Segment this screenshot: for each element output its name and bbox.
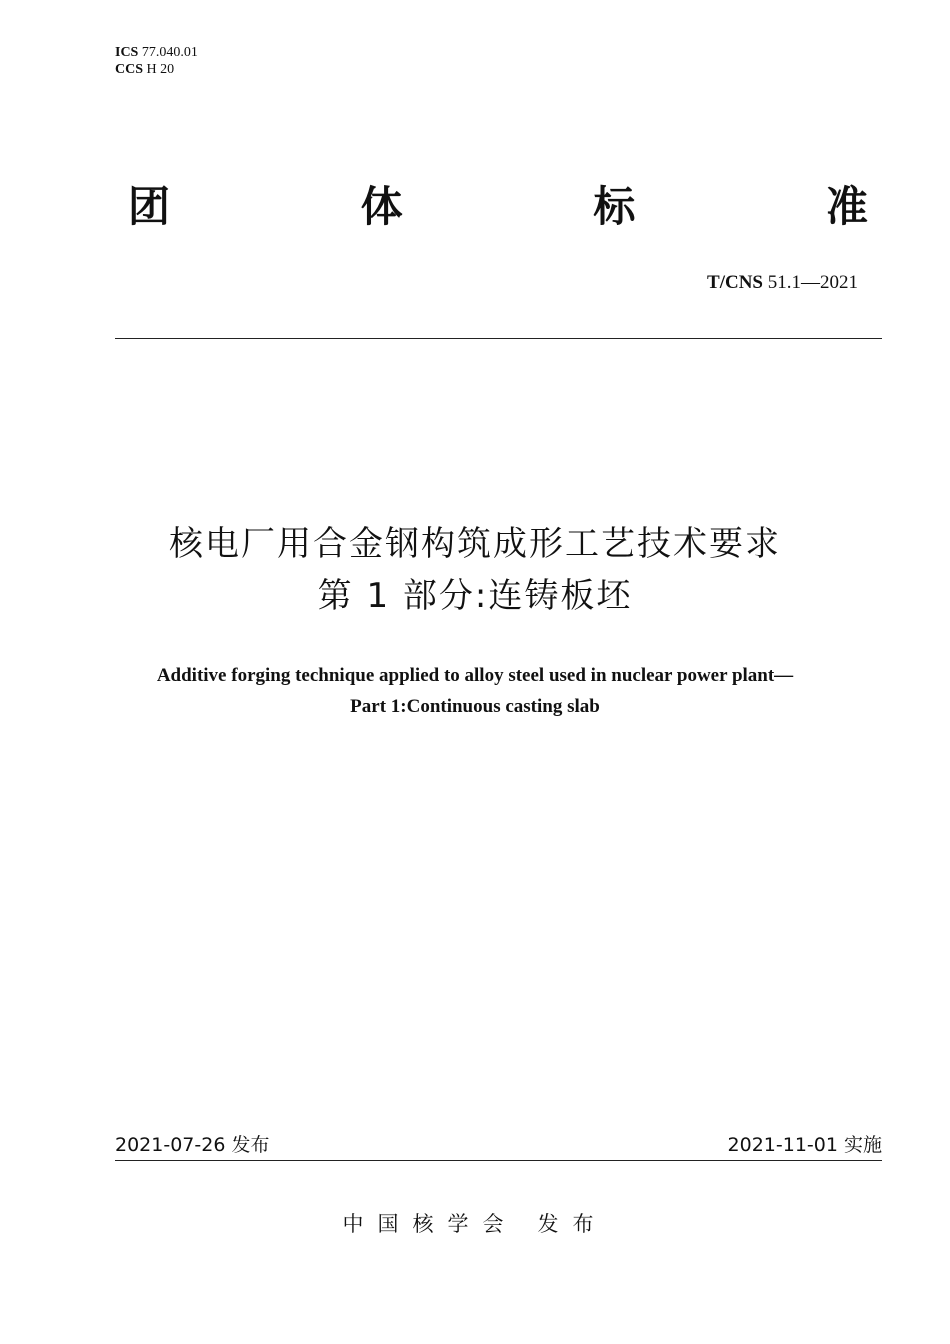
standard-type-banner (128, 182, 868, 232)
banner-char: 标 (593, 182, 636, 231)
top-divider (115, 338, 882, 339)
english-title (0, 660, 950, 722)
ics-value: 77.040.01 (141, 45, 198, 60)
bottom-divider (115, 1160, 882, 1161)
issuer-action: 发布 (537, 1212, 608, 1236)
banner-char: 准 (825, 182, 868, 231)
standard-code: T/CNS (707, 272, 763, 293)
ccs-label: CCS (115, 62, 144, 77)
chinese-title-line2: 第 1 部分:连铸板坯 (317, 576, 633, 616)
chinese-title-line1: 核电厂用合金钢构筑成形工艺技术要求 (169, 524, 781, 564)
banner-char: 体 (360, 182, 403, 231)
banner-char: 团 (128, 182, 171, 231)
standard-number-value: 51.1—2021 (767, 272, 858, 293)
ics-line (115, 44, 198, 61)
issuer-name: 中国核学会 (342, 1212, 518, 1236)
ccs-line (115, 61, 198, 78)
ccs-value: H 20 (146, 62, 175, 77)
standard-number (707, 272, 858, 294)
chinese-title (0, 518, 950, 622)
english-title-line1: Additive forging technique applied to alloy steel used in nuclear power plant— (156, 665, 794, 686)
release-date: 2021-07-26 发布 (115, 1134, 270, 1156)
classification-codes (115, 44, 198, 78)
english-title-line2: Part 1:Continuous casting slab (350, 696, 600, 717)
ics-label: ICS (115, 45, 139, 60)
issuer-line (0, 1208, 950, 1238)
implementation-date: 2021-11-01 实施 (727, 1134, 882, 1156)
